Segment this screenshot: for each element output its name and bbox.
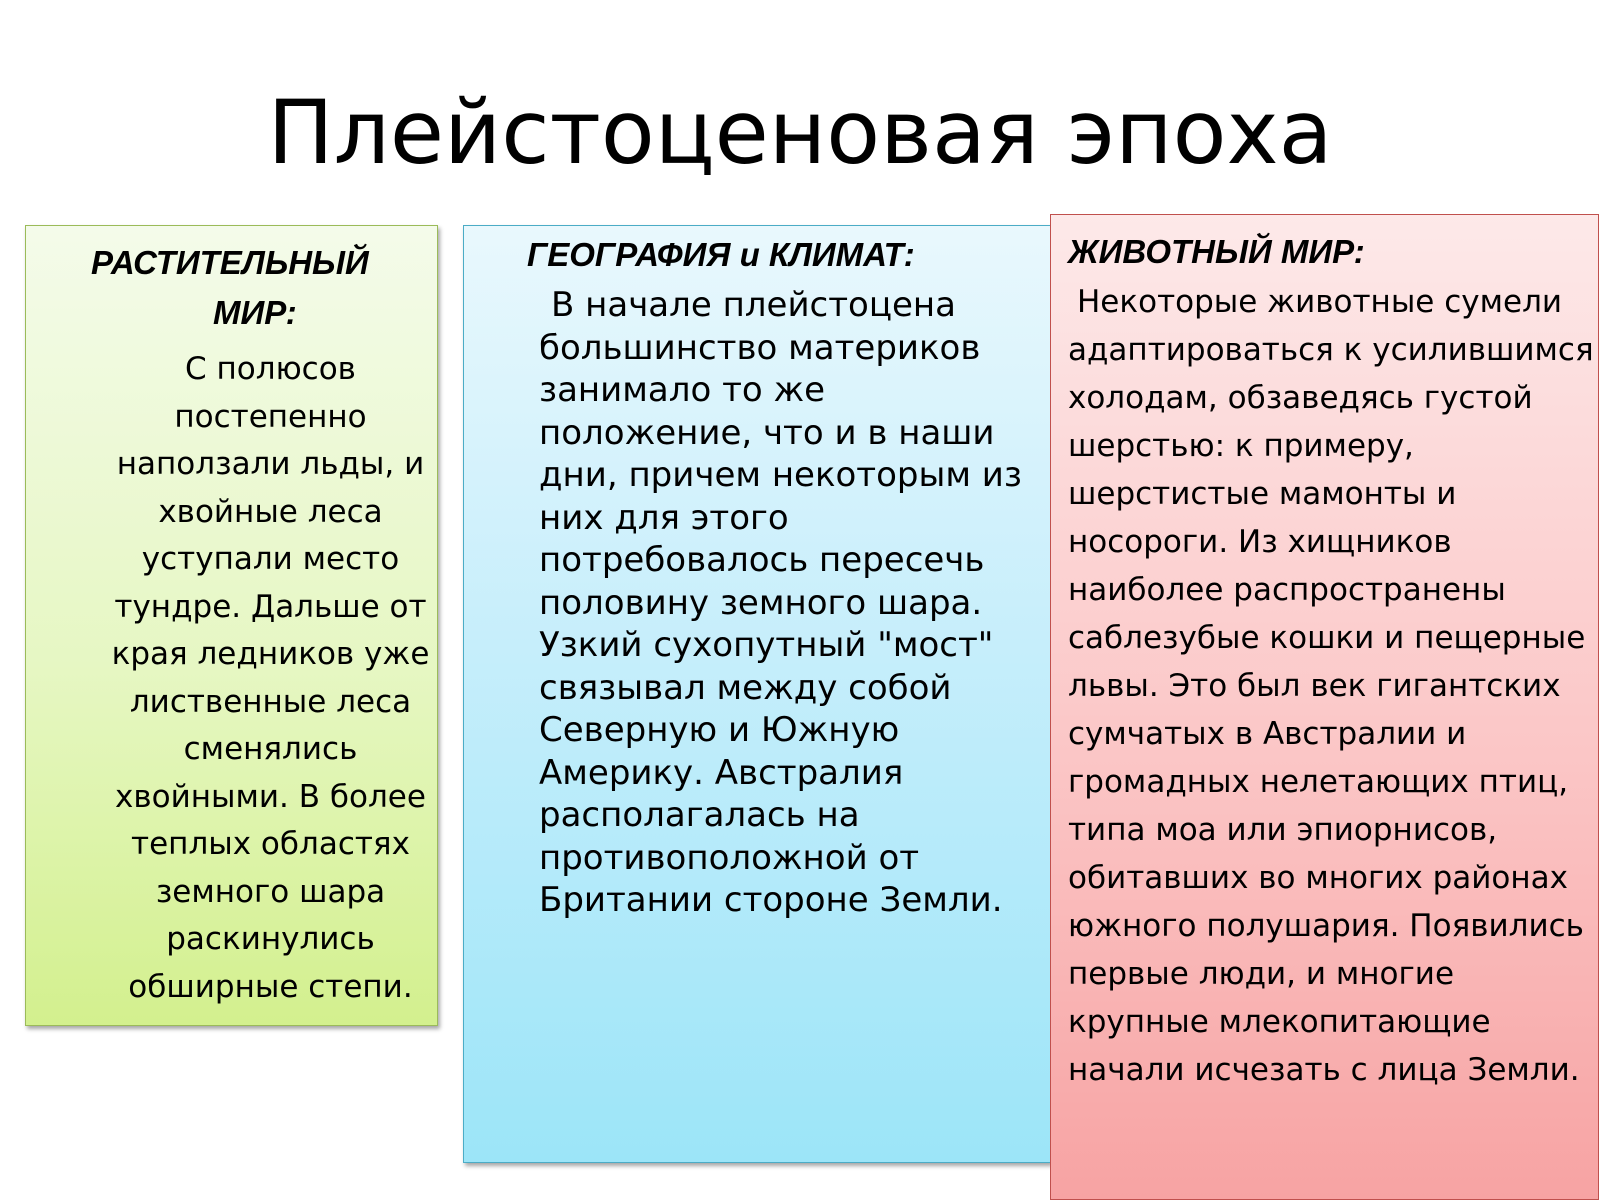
animals-heading: ЖИВОТНЫЙ МИР: xyxy=(1068,233,1365,270)
geography-text: В начале плейстоцена большинство материков занимало то же положение, что и в наши дни, причем некоторым из них для этого потребовалось пересечь половину земного шара. Узкий сухопутный "мост" связывал между собой Северную и Южную Америку. Австралия располагалась на противоположной от Британии стороне Земли. xyxy=(539,285,1022,920)
animals-text: Некоторые животные сумели адаптироваться к усилившимся холодам, обзаведясь густой шерстью: к примеру, шерстистые мамонты и носороги. Из хищников наиболее распространены саблезубые кошки и пещерные львы. Это был век гигантских сумчатых в Австралии и громадных нелетающих птиц, типа моа или эпиорнисов, обитавших во многих районах южного полушария. Появились первые люди, и многие крупные млекопитающие начали исчезать с лица Земли. xyxy=(1068,284,1594,1088)
geography-heading: ГЕОГРАФИЯ и КЛИМАТ: xyxy=(527,236,915,273)
slide-title: Плейстоценовая эпоха xyxy=(267,81,1333,184)
plants-heading xyxy=(91,238,391,338)
plants-text: С полюсов постепенно наползали льды, и хвойные леса уступали место тундре. Дальше от края ледников уже лиственные леса сменялись хвойными. В более теплых областях земного шара раскинулись обширные степи. xyxy=(111,351,430,1005)
plants-heading-line2: МИР: xyxy=(213,294,297,331)
plants-heading-line1: РАСТИТЕЛЬНЫЙ xyxy=(91,244,369,281)
plants-panel xyxy=(25,225,438,1026)
animals-panel xyxy=(1050,214,1599,1200)
geography-panel xyxy=(463,225,1051,1163)
